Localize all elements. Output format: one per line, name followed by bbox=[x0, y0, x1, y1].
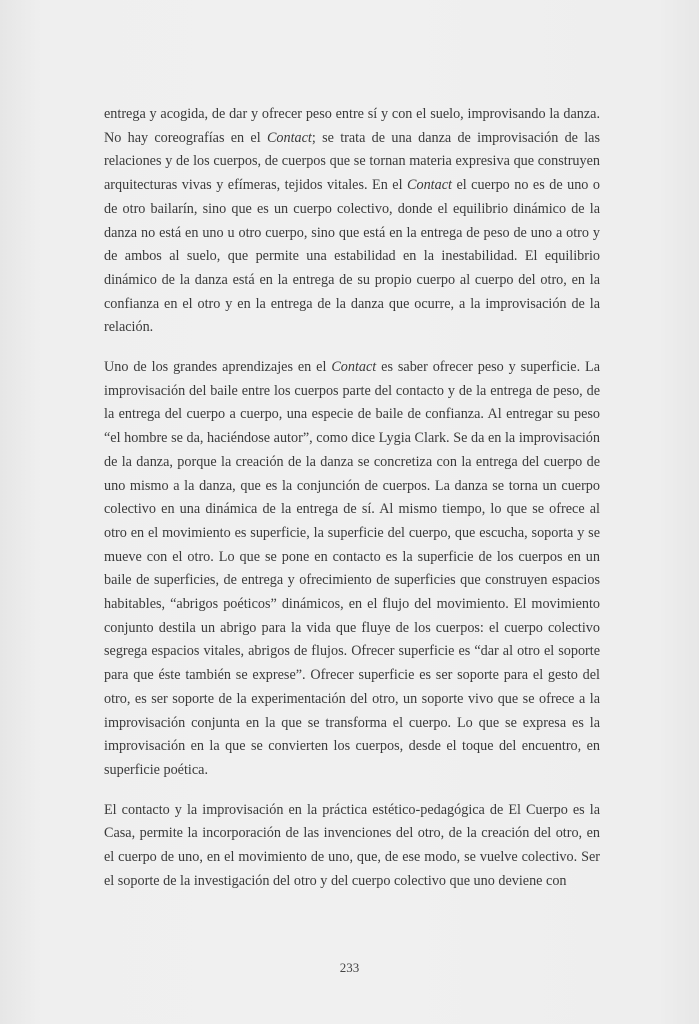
text-run: es saber ofrecer peso y superficie. La improvisación del baile entre los cuerpos parte del contacto y de la entrega de peso, de la entrega del cuerpo a cuerpo, una especie de baile de confianza. Al entregar su peso “el hombre se da, haciéndose autor”, como dice Lygia Clark. Se da en la improvisación de la danza, porque la creación de la danza se concretiza con la entrega del cuerpo de uno mismo a la danza, que es la conjunción de cuerpos. La danza se torna un cuerpo colectivo en una dinámica de la entrega de sí. Al mismo tiempo, lo que se ofrece al otro en el movimiento es superficie, la superficie del cuerpo, que escucha, soporta y se mueve con el otro. Lo que se pone en contacto es la superficie de los cuerpos en un baile de superficies, de entrega y ofrecimiento de superficies que construyen espacios habitables, “abrigos poéticos” dinámicos, en el flujo del movimiento. El movimiento conjunto destila un abrigo para la vida que fluye de los cuerpos: el cuerpo colectivo segrega espacios vitales, abrigos de flujos. Ofrecer superficie es “dar al otro el soporte para que éste también se exprese”. Ofrecer superficie es ser soporte para el gesto del otro, es ser soporte de la experimentación del otro, un soporte vivo que se ofrece a la improvisación conjunta en la que se transforma el cuerpo. Lo que se expresa es la improvisación en la que se convierten los cuerpos, desde el toque del encuentro, en superficie poética. bbox=[104, 359, 601, 778]
text-run: entrega y acogida, de dar y ofrecer peso entre sí y con el suelo, improvisando la danza. No hay coreografías en el bbox=[104, 106, 600, 146]
italic-term: Contact bbox=[331, 359, 377, 376]
italic-term: Contact bbox=[407, 177, 452, 194]
text-run: el cuerpo no es de uno o de otro bailarín, sino que es un cuerpo colectivo, donde el equilibrio dinámico de la danza no está en uno u otro cuerpo, sino que está en la entrega de peso de uno a otro y de ambos al suelo, que permite una estabilidad en la inestabilidad. El equilibrio dinámico de la danza está en la entrega de su propio cuerpo al cuerpo del otro, en la confianza en el otro y en la entrega de la danza que ocurre, a la improvisación de la relación. bbox=[104, 177, 600, 336]
text-run: Uno de los grandes aprendizajes en el bbox=[104, 359, 332, 376]
italic-term: Contact bbox=[266, 129, 312, 146]
text-run: ; se trata de una danza de improvisación de las relaciones y de los cuerpos, de cuerpos que se tornan materia expresiva que construyen arquitecturas vivas y efímeras, tejidos vitales. En el bbox=[104, 129, 600, 194]
text-run: El contacto y la improvisación en la práctica estético-pedagógica de El Cuerpo es la Casa, permite la incorporación de las invenciones del otro, de la creación del otro, en el cuerpo de uno, en el movimiento de uno, que, de ese modo, se vuelve colectivo. Ser el soporte de la investigación del otro y del cuerpo colectivo que uno deviene con bbox=[104, 801, 600, 889]
paragraph-2 bbox=[104, 356, 600, 783]
paragraph-3 bbox=[104, 799, 600, 894]
paragraph-1 bbox=[104, 103, 600, 340]
body-text bbox=[104, 103, 600, 910]
page-number: 233 bbox=[339, 960, 360, 975]
